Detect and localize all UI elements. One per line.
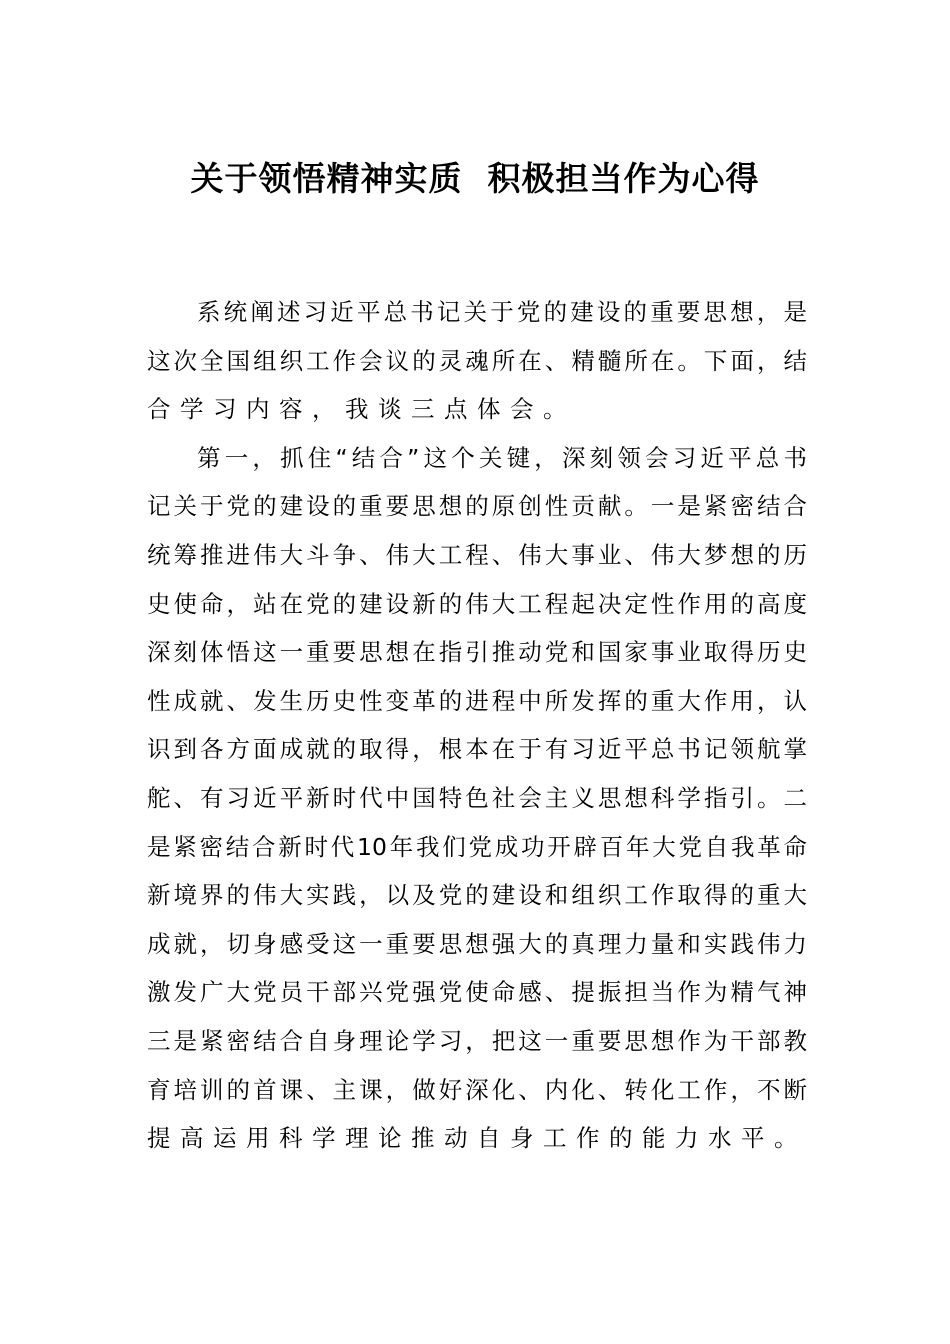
paragraph-point-one-line: 三是紧密结合自身理论学习，把这一重要思想作为干部教	[147, 1026, 807, 1055]
paragraph-point-one-line: 深刻体悟这一重要思想在指引推动党和国家事业取得历史	[147, 638, 807, 667]
paragraph-intro-line: 系统阐述习近平总书记关于党的建设的重要思想，是	[197, 298, 807, 326]
paragraph-point-one-line: 第一，抓住“结合”这个关键，深刻领会习近平总书	[197, 443, 807, 472]
paragraph-point-one-line: 是紧密结合新时代10年我们党成功开辟百年大党自我革命	[147, 832, 807, 861]
paragraph-point-one-line: 史使命，站在党的建设新的伟大工程起决定性作用的高度	[147, 589, 807, 618]
paragraph-intro-line: 合学习内容，我谈三点体会。	[147, 395, 576, 424]
paragraph-point-one-line: 新境界的伟大实践，以及党的建设和组织工作取得的重大	[147, 881, 807, 910]
paragraph-point-one-line: 成就，切身感受这一重要思想强大的真理力量和实践伟力	[147, 929, 807, 958]
paragraph-point-one-line: 激发广大党员干部兴党强党使命感、提振担当作为精气神	[147, 978, 807, 1007]
paragraph-point-one-line: 提高运用科学理论推动自身工作的能力水平。	[147, 1124, 807, 1153]
paragraph-intro-line: 这次全国组织工作会议的灵魂所在、精髓所在。下面，结	[147, 346, 807, 375]
paragraph-point-one-line: 舵、有习近平新时代中国特色社会主义思想科学指引。二	[147, 783, 807, 812]
paragraph-point-one-line: 性成就、发生历史性变革的进程中所发挥的重大作用，认	[147, 686, 807, 715]
paragraph-point-one-line: 统筹推进伟大斗争、伟大工程、伟大事业、伟大梦想的历	[147, 540, 807, 569]
document-body	[147, 288, 807, 1163]
document-title: 关于领悟精神实质 积极担当作为心得	[190, 159, 760, 198]
paragraph-point-one-line: 识到各方面成就的取得，根本在于有习近平总书记领航掌	[147, 735, 807, 764]
paragraph-point-one-line: 育培训的首课、主课，做好深化、内化、转化工作，不断	[147, 1075, 807, 1104]
paragraph-point-one-line: 记关于党的建设的重要思想的原创性贡献。一是紧密结合	[147, 492, 807, 521]
